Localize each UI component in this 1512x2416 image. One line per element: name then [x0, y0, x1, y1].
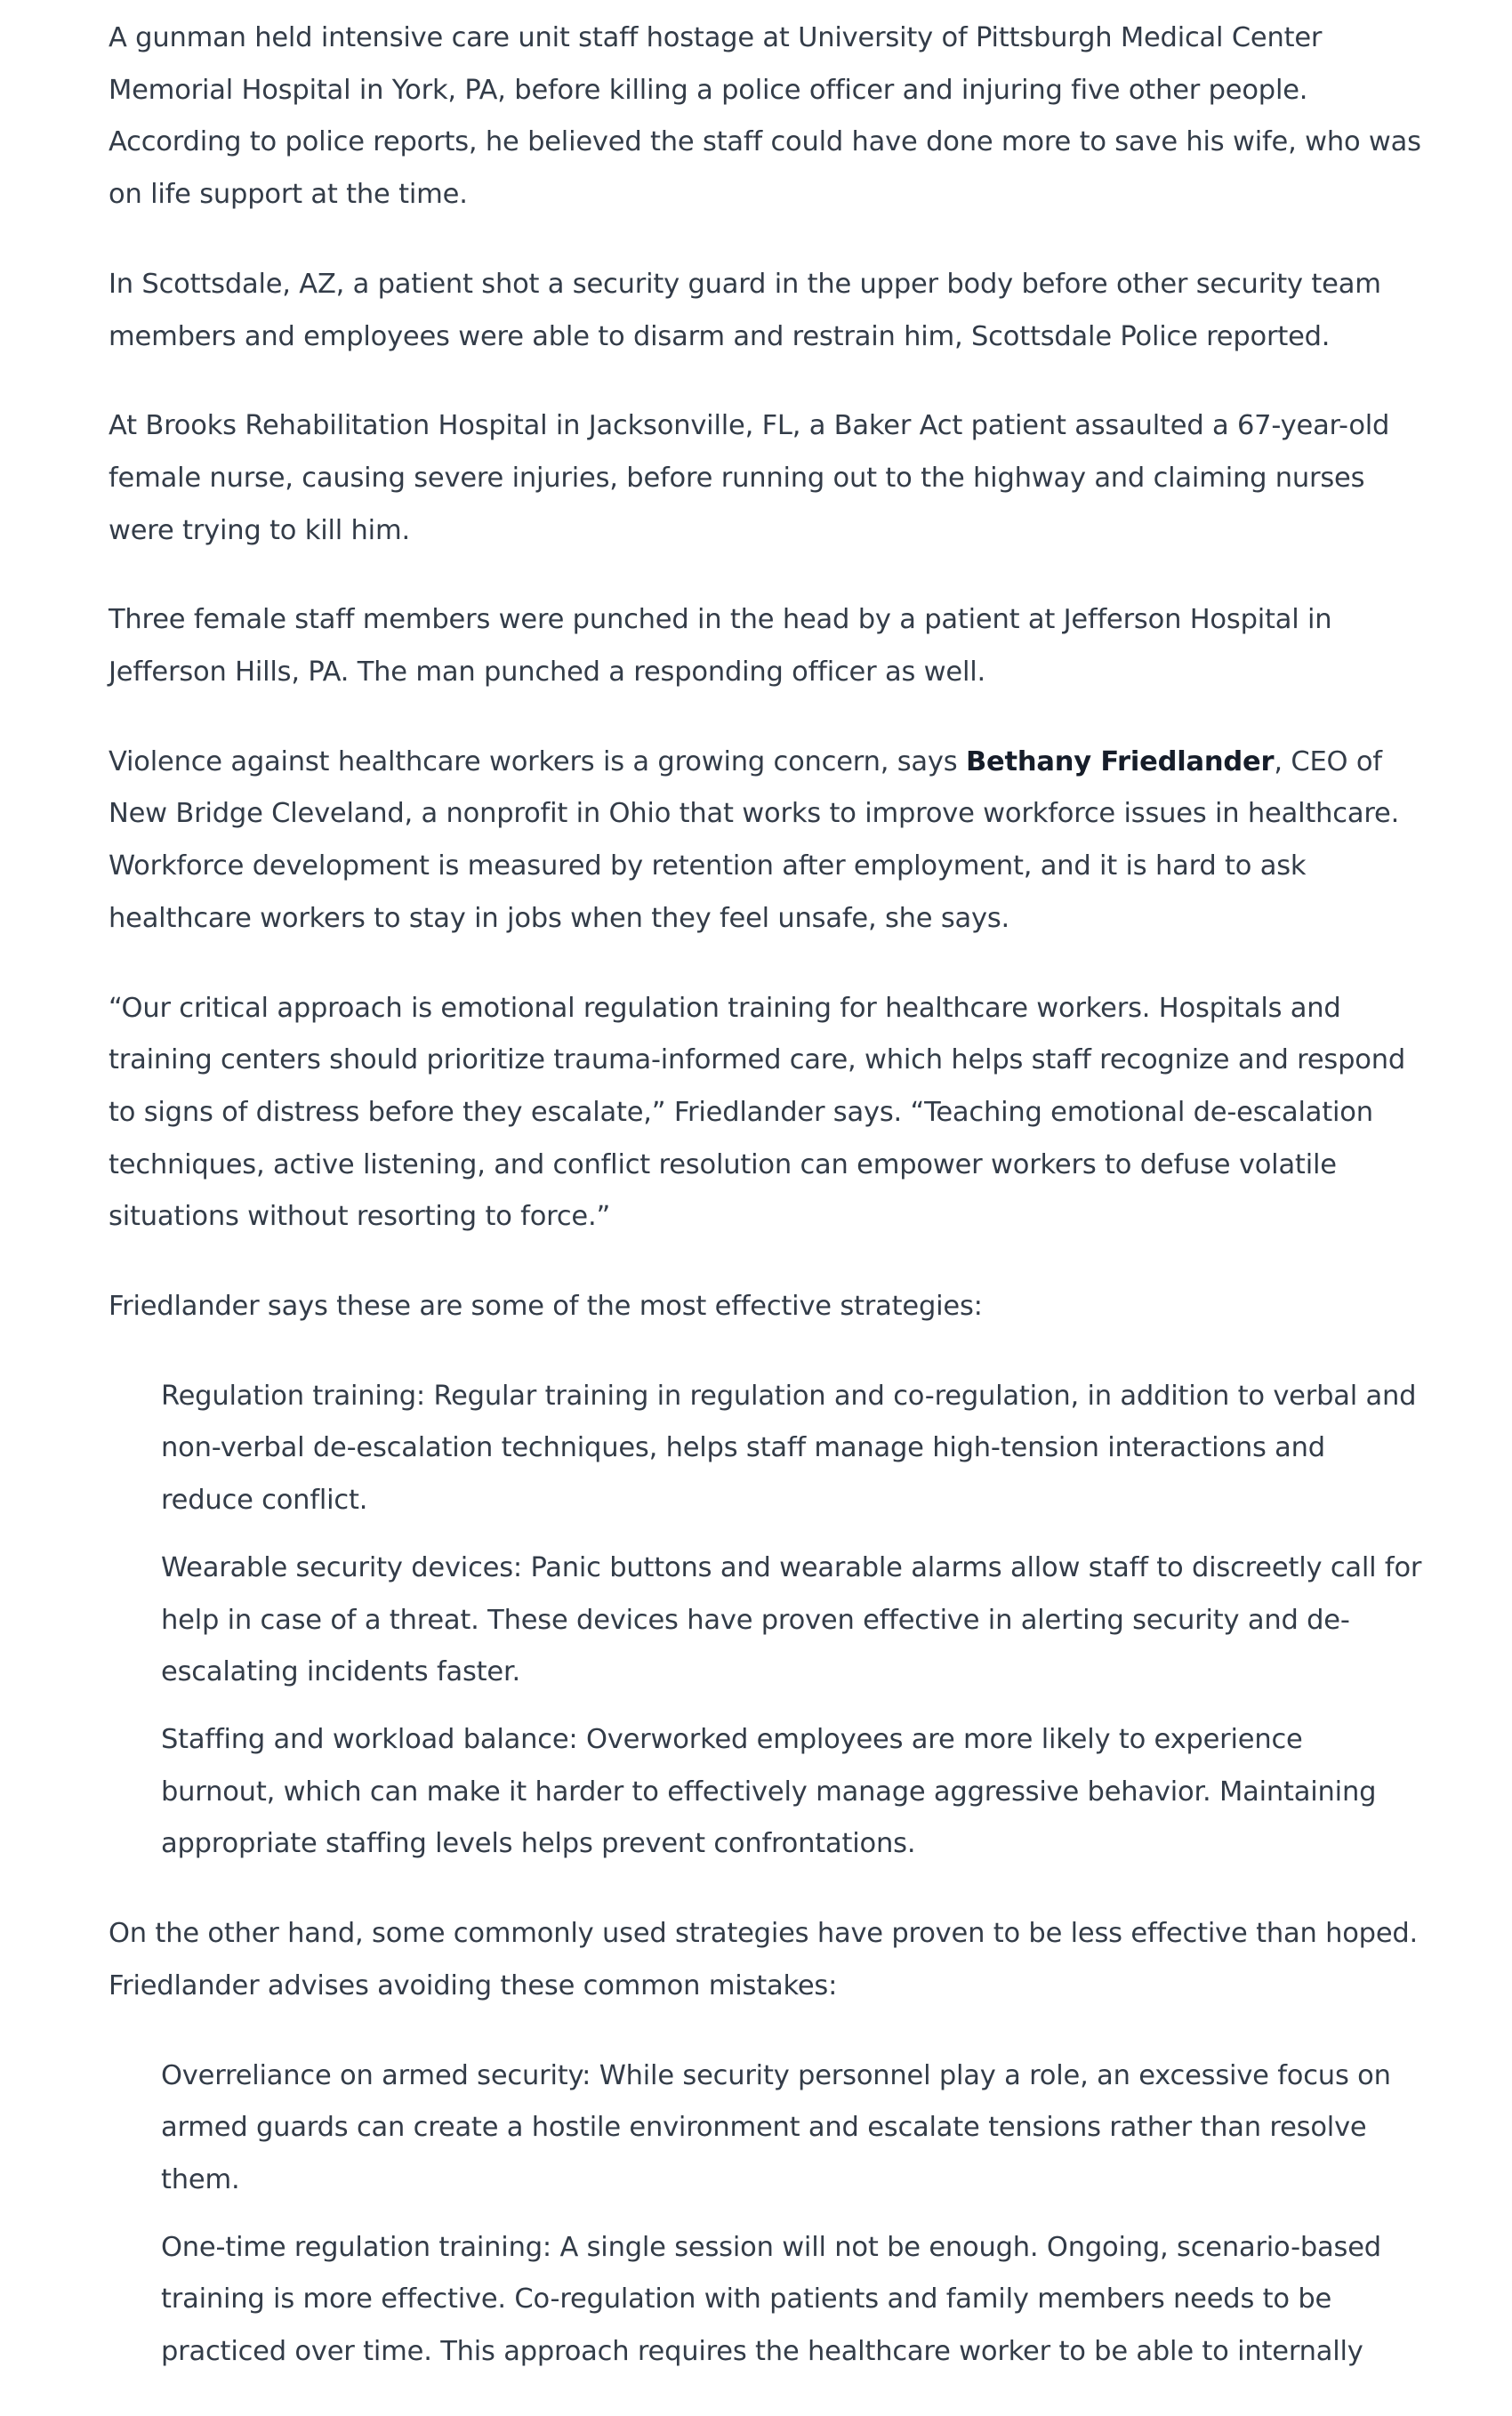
paragraph-friedlander-intro	[109, 737, 1425, 946]
paragraph-york-hostage: A gunman held intensive care unit staff hostage at University of Pittsburgh Medical Center Memorial Hospital in York, PA, before killing a police officer and injuring five other people. According to police reports, he believed the staff could have done more to save his wife, who was on life support at the time.	[109, 22, 1421, 211]
list-item: Regulation training: Regular training in regulation and co-regulation, in addition to verbal and non-verbal de-escalation techniques, helps staff manage high-tension interactions and reduce conflict.	[161, 1380, 1417, 1517]
list-item: One-time regulation training: A single session will not be enough. Ongoing, scenario-based training is more effective. Co-regulation with patients and family members needs to be practiced over time. This approach requires the healthcare worker to be able to internally	[161, 2231, 1381, 2368]
common-mistakes-list	[109, 2050, 1425, 2379]
friedlander-text-after: , CEO of New Bridge Cleveland, a nonprofit in Ohio that works to improve workforce issues in healthcare. Workforce development is measured by retention after employment, and it is hard to ask healthcare workers to stay in jobs when they feel unsafe, she says.	[109, 745, 1400, 934]
list-item: Wearable security devices: Panic buttons and wearable alarms allow staff to discreetly call for help in case of a threat. These devices have proven effective in alerting security and de-escalating incidents faster.	[161, 1551, 1422, 1688]
paragraph-quote: “Our critical approach is emotional regulation training for healthcare workers. Hospitals and training centers should prioritize trauma-informed care, which helps staff recognize and respond to signs of distress before they escalate,” Friedlander says. “Teaching emotional de-escalation techniques, active listening, and conflict resolution can empower workers to defuse volatile situations without resorting to force.”	[109, 992, 1405, 1233]
paragraph-jefferson: Three female staff members were punched in the head by a patient at Jefferson Hospital in Jefferson Hills, PA. The man punched a responding officer as well.	[109, 604, 1332, 689]
article-body	[109, 12, 1425, 2416]
friedlander-text-before: Violence against healthcare workers is a growing concern, says	[109, 745, 966, 777]
person-name-bold: Bethany Friedlander	[965, 745, 1275, 777]
paragraph-strategies-intro: Friedlander says these are some of the most effective strategies:	[109, 1291, 983, 1323]
effective-strategies-list	[109, 1371, 1425, 1871]
list-item: Staffing and workload balance: Overworked employees are more likely to experience burnout, which can make it harder to effectively manage aggressive behavior. Maintaining appropriate staffing levels helps prevent confrontations.	[161, 1723, 1377, 1860]
paragraph-mistakes-intro: On the other hand, some commonly used strategies have proven to be less effective than hoped. Friedlander advises avoiding these common mistakes:	[109, 1918, 1419, 2001]
paragraph-brooks-rehab: At Brooks Rehabilitation Hospital in Jacksonville, FL, a Baker Act patient assaulted a 67-year-old female nurse, causing severe injuries, before running out to the highway and claiming nurses were trying to kill him.	[109, 410, 1390, 546]
list-item: Overreliance on armed security: While security personnel play a role, an excessive focus on armed guards can create a hostile environment and escalate tensions rather than resolve them.	[161, 2059, 1391, 2195]
paragraph-scottsdale: In Scottsdale, AZ, a patient shot a security guard in the upper body before other security team members and employees were able to disarm and restrain him, Scottsdale Police reported.	[109, 268, 1381, 352]
